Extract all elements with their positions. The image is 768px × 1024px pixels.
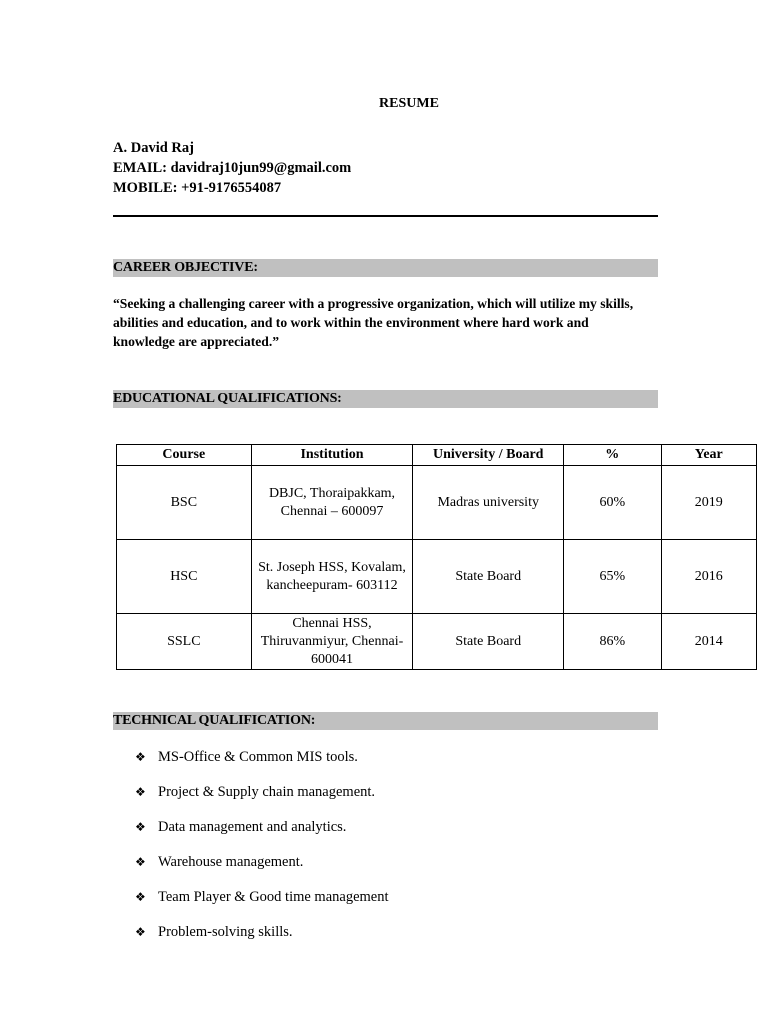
resume-title: RESUME [379,96,439,111]
cell-percent: 86% [564,614,661,670]
education-table [116,444,757,670]
mobile-line: MOBILE: +91-9176554087 [113,180,282,196]
skill-text: Problem-solving skills. [158,924,293,940]
header-course: Course [117,445,252,466]
skill-text: Warehouse management. [158,854,304,870]
diamond-bullet-icon: ❖ [135,890,146,904]
list-item [135,747,389,782]
diamond-bullet-icon: ❖ [135,785,146,799]
cell-percent: 60% [564,466,661,540]
cell-institution: St. Joseph HSS, Kovalam, kancheepuram- 603112 [251,540,413,614]
skill-text: MS-Office & Common MIS tools. [158,749,358,765]
cell-course: HSC [117,540,252,614]
list-item [135,782,389,817]
cell-institution: DBJC, Thoraipakkam, Chennai – 600097 [251,466,413,540]
list-item [135,852,389,887]
career-objective-heading: CAREER OBJECTIVE: [113,259,658,277]
header-university-board: University / Board [413,445,564,466]
candidate-name: A. David Raj [113,140,194,156]
skill-text: Project & Supply chain management. [158,784,376,800]
list-item [135,817,389,852]
cell-year: 2014 [661,614,756,670]
header-divider [113,215,658,217]
diamond-bullet-icon: ❖ [135,750,146,764]
skill-text: Data management and analytics. [158,819,347,835]
list-item [135,887,389,922]
cell-institution: Chennai HSS, Thiruvanmiyur, Chennai- 600041 [251,614,413,670]
list-item [135,922,389,957]
skill-text: Team Player & Good time management [158,889,389,905]
header-percent: % [564,445,661,466]
cell-year: 2019 [661,466,756,540]
cell-year: 2016 [661,540,756,614]
career-objective-text: “Seeking a challenging career with a progressive organization, which will utilize my skills, abilities and education, and to work within the environment where hard work and knowledge are appreciated.” [113,296,634,349]
diamond-bullet-icon: ❖ [135,855,146,869]
cell-course: BSC [117,466,252,540]
table-row [117,614,757,670]
cell-course: SSLC [117,614,252,670]
header-institution: Institution [251,445,413,466]
education-heading: EDUCATIONAL QUALIFICATIONS: [113,390,658,408]
diamond-bullet-icon: ❖ [135,820,146,834]
cell-percent: 65% [564,540,661,614]
email-line: EMAIL: davidraj10jun99@gmail.com [113,160,352,176]
cell-board: State Board [413,540,564,614]
cell-board: State Board [413,614,564,670]
contact-block [113,138,351,198]
technical-skills-list [135,747,389,957]
cell-board: Madras university [413,466,564,540]
diamond-bullet-icon: ❖ [135,925,146,939]
table-row [117,466,757,540]
header-year: Year [661,445,756,466]
education-table-header [117,445,757,466]
technical-heading: TECHNICAL QUALIFICATION: [113,712,658,730]
table-row [117,540,757,614]
